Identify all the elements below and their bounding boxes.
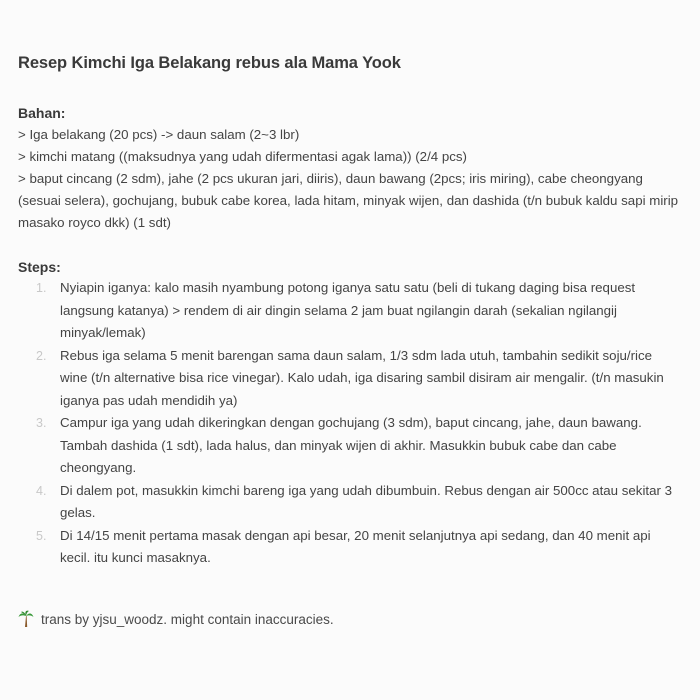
step-number: 4. [36,483,47,498]
page-title: Resep Kimchi Iga Belakang rebus ala Mama Yook [18,54,401,72]
step-item [0,412,690,480]
palm-tree-icon [18,610,34,628]
steps-heading: Steps: [18,259,61,275]
ingredient-line: > baput cincang (2 sdm), jahe (2 pcs ukuran jari, diiris), daun bawang (2pcs; iris miring), cabe cheongyang (sesuai selera), gochujang, bubuk cabe korea, lada hitam, minyak wijen, dan dashida (t/n bubuk kaldu sapi mirip masako royco dkk) (1 sdt) [18,171,679,230]
ingredient-line: > kimchi matang ((maksudnya yang udah difermentasi agak lama)) (2/4 pcs) [18,149,467,164]
step-number: 2. [36,348,47,363]
step-text: Di dalem pot, masukkin kimchi bareng iga yang udah dibumbuin. Rebus dengan air 500cc atau sekitar 3 gelas. [60,482,673,520]
step-number: 5. [36,528,47,543]
step-text: Nyiapin iganya: kalo masih nyambung potong iganya satu satu (beli di tukang daging bisa request langsung katanya) > rendem di air dingin selama 2 jam buat ngilangin darah (sekalian ngilangij minyak/lemak) [60,280,636,340]
step-number: 1. [36,281,47,295]
step-number: 3. [36,416,47,430]
step-text: Rebus iga selama 5 menit barengan sama daun salam, 1/3 sdm lada utuh, tambahin sedikit soju/rice wine (t/n alternative bisa rice vinegar). Kalo udah, iga disaring sambil disiram air mengalir. (t/n masukin iganya pas udah mendidih ya) [60,347,664,408]
steps-list [0,277,690,570]
ingredient-line: > Iga belakang (20 pcs) -> daun salam (2~3 lbr) [18,127,300,142]
step-text: Di 14/15 menit pertama masak dengan api besar, 20 menit selanjutnya api sedang, dan 40 menit api kecil. itu kunci masaknya. [60,527,651,565]
step-item [0,277,690,345]
ingredients-list [18,124,688,234]
step-item [0,345,690,413]
step-text: Campur iga yang udah dikeringkan dengan gochujang (3 sdm), baput cincang, jahe, daun bawang. Tambah dashida (1 sdt), lada halus, dan minyak wijen di akhir. Masukkin bubuk cabe dan cabe cheongyang. [60,415,642,475]
step-item [0,525,690,570]
ingredients-heading: Bahan: [18,105,66,121]
translator-credit [18,610,334,628]
step-item [0,480,690,525]
credit-text: trans by yjsu_woodz. might contain inaccuracies. [41,611,334,627]
